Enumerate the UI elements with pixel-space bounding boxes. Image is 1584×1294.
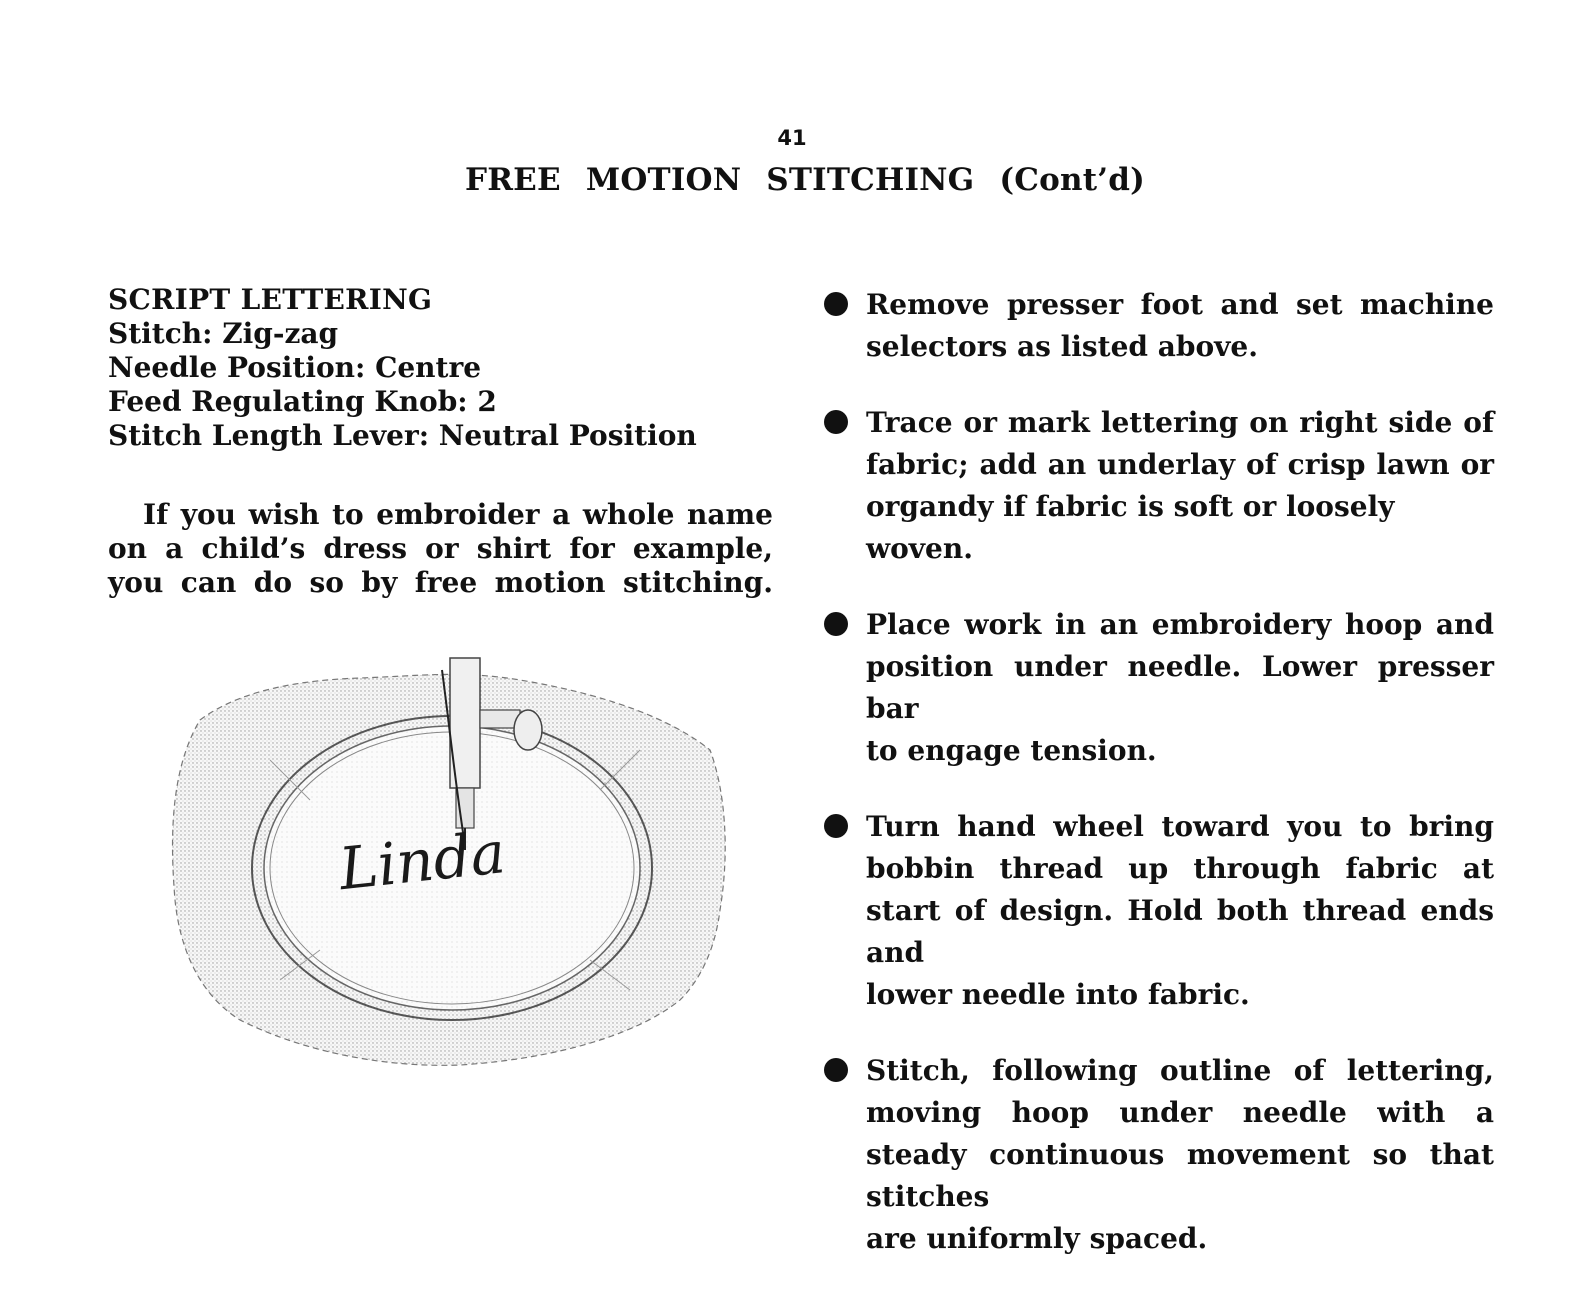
step-text: Turn hand wheel toward you to bring bobbin thread up through fabric at start of design. Hold both thread ends and xyxy=(866,810,1494,969)
intro-paragraph: If you wish to embroider a whole name on a child’s dress or shirt for example, you can do so by free motion stitching. xyxy=(108,498,773,599)
bullet-icon xyxy=(824,410,848,434)
step-text-last-line: organdy if fabric is soft or loosely woven. xyxy=(866,490,1395,565)
embroidery-hoop-illustration xyxy=(160,650,740,1070)
page-number: 41 xyxy=(777,126,807,150)
step-text-last-line: selectors as listed above. xyxy=(866,330,1258,363)
setting-needle-position: Needle Position: Centre xyxy=(108,351,482,384)
settings-heading: SCRIPT LETTERING xyxy=(108,283,433,316)
step-item xyxy=(822,284,1494,368)
step-item xyxy=(822,806,1494,1016)
machine-settings xyxy=(108,283,748,453)
setting-feed-knob: Feed Regulating Knob: 2 xyxy=(108,385,497,418)
step-item xyxy=(822,1050,1494,1260)
step-text: Place work in an embroidery hoop and position under needle. Lower presser bar xyxy=(866,608,1494,725)
step-text-last-line: lower needle into fabric. xyxy=(866,978,1250,1011)
setting-stitch: Stitch: Zig-zag xyxy=(108,317,339,350)
step-text: Trace or mark lettering on right side of fabric; add an underlay of crisp lawn or xyxy=(866,406,1494,481)
bullet-icon xyxy=(824,292,848,316)
step-text: Stitch, following outline of lettering, moving hoop under needle with a steady continuous movement so that stitches xyxy=(866,1054,1494,1213)
step-text-last-line: are uniformly spaced. xyxy=(866,1222,1208,1255)
bullet-icon xyxy=(824,814,848,838)
step-item xyxy=(822,604,1494,772)
step-item xyxy=(822,402,1494,570)
linda-lettering: Linda xyxy=(335,818,509,904)
step-text: Remove presser foot and set machine xyxy=(866,288,1494,321)
instruction-steps xyxy=(822,284,1494,1294)
bullet-icon xyxy=(824,612,848,636)
page-title: FREE MOTION STITCHING (Cont’d) xyxy=(465,162,1145,198)
step-text-last-line: to engage tension. xyxy=(866,734,1157,767)
setting-stitch-length: Stitch Length Lever: Neutral Position xyxy=(108,419,697,452)
hoop-drawing xyxy=(160,650,740,1070)
bullet-icon xyxy=(824,1058,848,1082)
